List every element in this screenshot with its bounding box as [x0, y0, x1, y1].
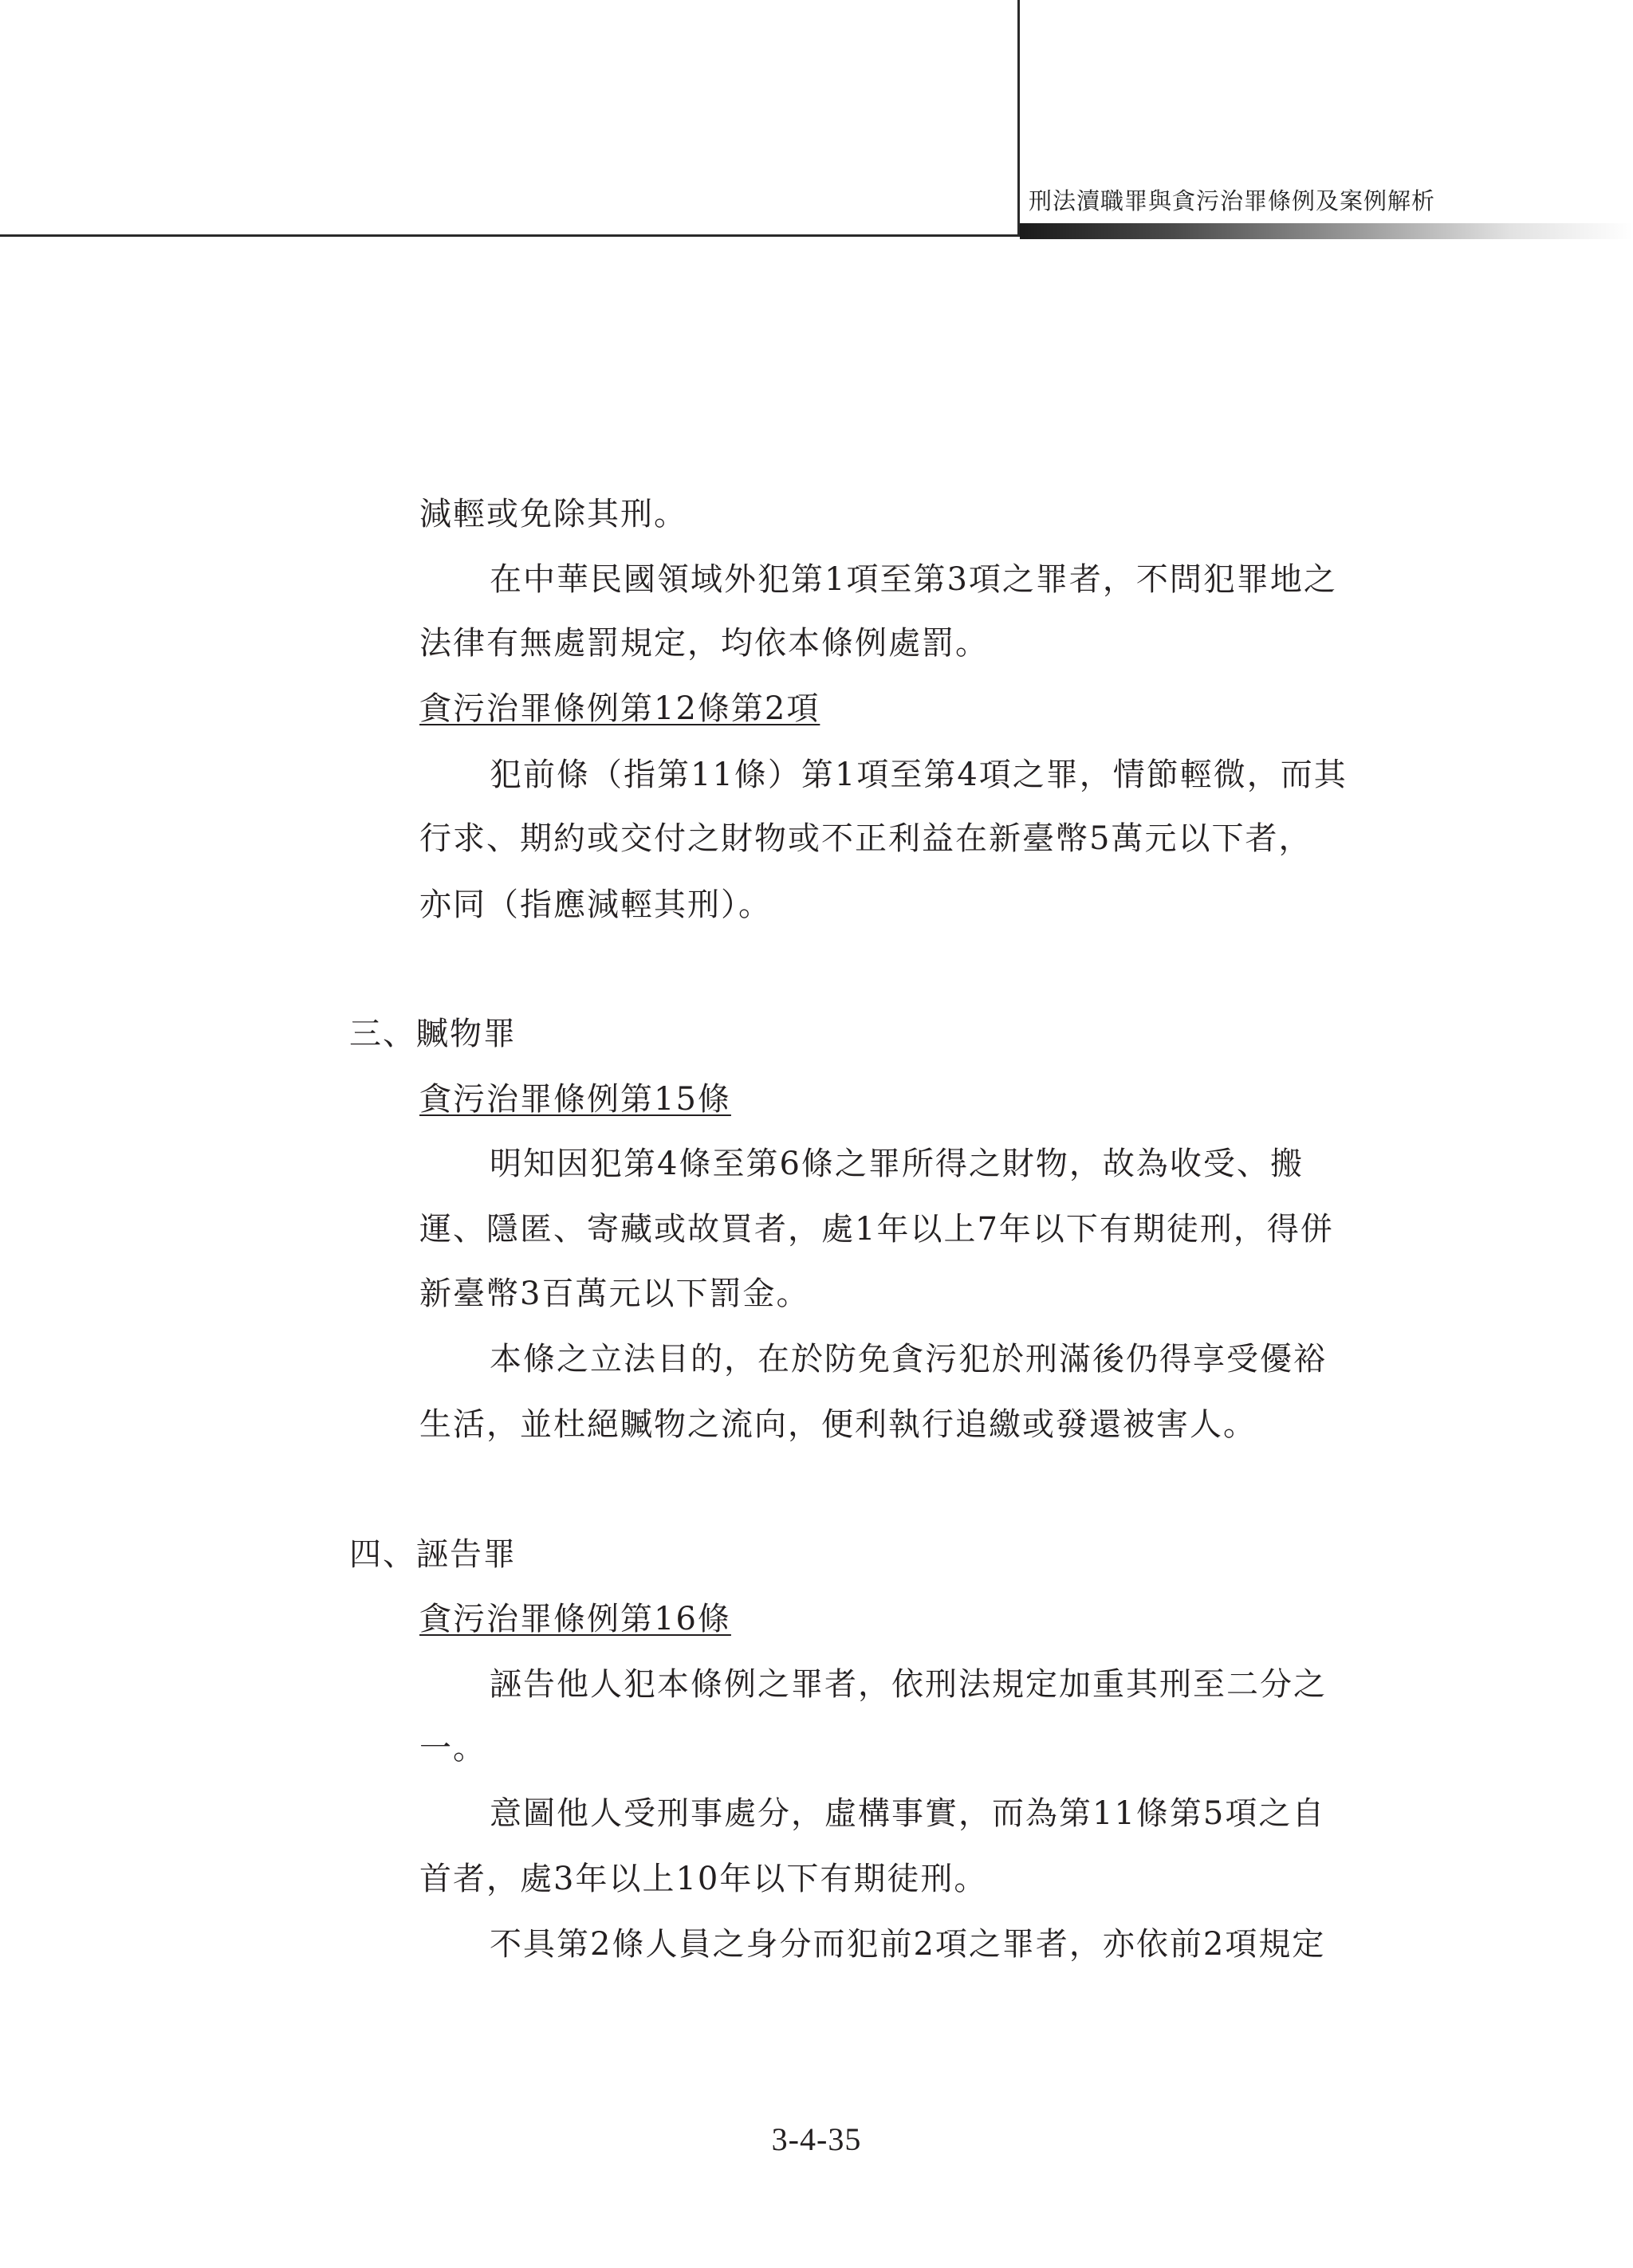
header-gradient-bar [1020, 223, 1633, 239]
body-line: 不具第2條人員之身分而犯前2項之罪者，亦依前2項規定 [490, 1926, 1326, 1963]
body-line: 行求、期約或交付之財物或不正利益在新臺幣5萬元以下者， [419, 820, 1312, 857]
running-title: 刑法瀆職罪與貪污治罪條例及案例解析 [1029, 187, 1436, 214]
body-line: 犯前條（指第11條）第1項至第4項之罪，情節輕微，而其 [490, 757, 1348, 793]
body-line: 誣告他人犯本條例之罪者，依刑法規定加重其刑至二分之 [490, 1666, 1327, 1703]
body-line: 本條之立法目的，在於防免貪污犯於刑滿後仍得享受優裕 [490, 1341, 1327, 1378]
header-horizontal-rule [0, 234, 1021, 237]
body-line: 在中華民國領域外犯第1項至第3項之罪者，不問犯罪地之 [490, 561, 1337, 598]
body-line: 運、隱匿、寄藏或故買者，處1年以上7年以下有期徒刑，得併 [419, 1211, 1334, 1248]
statute-reference: 貪污治罪條例第16條 [419, 1601, 731, 1637]
body-line: 減輕或免除其刑。 [419, 496, 687, 533]
body-line: 一。 [419, 1730, 486, 1767]
page-header [0, 0, 1633, 239]
body-line: 亦同（指應減輕其刑）。 [419, 886, 772, 923]
section-heading: 三、贓物罪 [349, 1016, 517, 1052]
header-vertical-rule [1017, 0, 1020, 234]
body-line: 生活，並杜絕贓物之流向，便利執行追繳或發還被害人。 [419, 1406, 1257, 1443]
page-number: 3-4-35 [771, 2121, 862, 2157]
body-line: 新臺幣3百萬元以下罰金。 [419, 1276, 810, 1312]
section-heading: 四、誣告罪 [349, 1536, 517, 1573]
body-line: 法律有無處罰規定，均依本條例處罰。 [419, 625, 989, 662]
body-line: 明知因犯第4條至第6條之罪所得之財物，故為收受、搬 [490, 1146, 1304, 1182]
body-line: 首者，處3年以上10年以下有期徒刑。 [419, 1861, 988, 1897]
statute-reference: 貪污治罪條例第12條第2項 [419, 690, 820, 727]
body-line: 意圖他人受刑事處分，虛構事實，而為第11條第5項之自 [490, 1795, 1326, 1832]
statute-reference: 貪污治罪條例第15條 [419, 1081, 731, 1118]
